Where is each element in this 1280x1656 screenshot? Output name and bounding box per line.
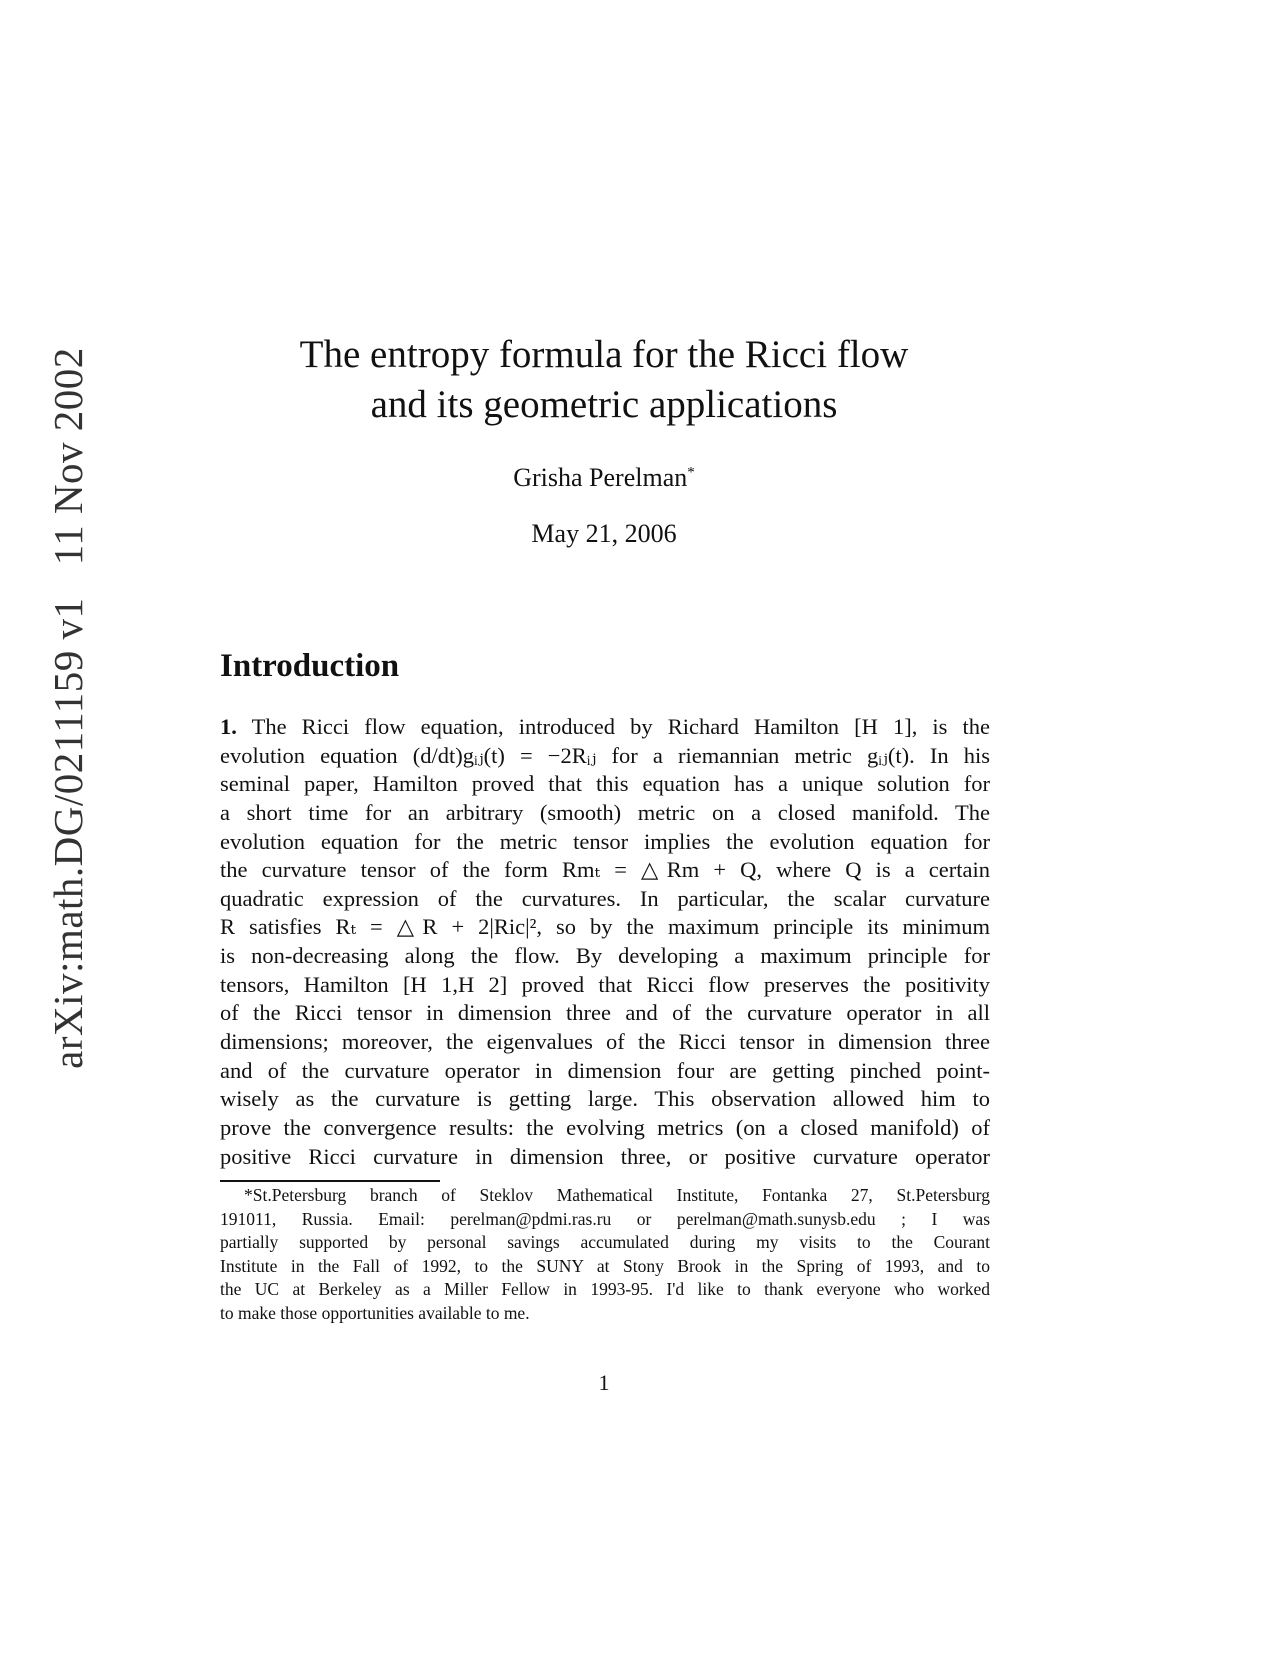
footnote-rule bbox=[220, 1180, 440, 1182]
body-line: wisely as the curvature is getting large. This observation allowed him to bbox=[220, 1086, 990, 1112]
paper-title bbox=[0, 330, 1208, 430]
page-number: 1 bbox=[598, 1370, 610, 1395]
author bbox=[0, 463, 1208, 493]
body-line: is non-decreasing along the flow. By developing a maximum principle for bbox=[220, 943, 990, 969]
body-line: 1. The Ricci flow equation, introduced by Richard Hamilton [H 1], is the bbox=[220, 714, 991, 739]
footnote-mark: * bbox=[687, 464, 695, 481]
section-heading: Introduction bbox=[220, 648, 400, 684]
body-line: a short time for an arbitrary (smooth) metric on a closed manifold. The bbox=[220, 799, 990, 825]
footnote-line: to make those opportunities available to me. bbox=[220, 1302, 530, 1323]
footnote-line: partially supported by personal savings accumulated during my visits to the Courant bbox=[220, 1232, 990, 1253]
body-line: quadratic expression of the curvatures. In particular, the scalar curvature bbox=[220, 885, 990, 911]
footnote-line: Institute in the Fall of 1992, to the SUNY at Stony Brook in the Spring of 1993, and to bbox=[220, 1255, 990, 1276]
body-line: and of the curvature operator in dimension four are getting pinched point- bbox=[220, 1057, 990, 1083]
body-line: evolution equation for the metric tensor implies the evolution equation for bbox=[220, 828, 990, 854]
author-name: Grisha Perelman bbox=[513, 463, 688, 492]
paragraph-number: 1. bbox=[220, 714, 237, 739]
body-line: seminal paper, Hamilton proved that this equation has a unique solution for bbox=[220, 771, 990, 797]
body-line: the curvature tensor of the form Rmₜ = △Rm + Q, where Q is a certain bbox=[220, 857, 990, 883]
body-line: prove the convergence results: the evolving metrics (on a closed manifold) of bbox=[220, 1114, 990, 1140]
title-line: The entropy formula for the Ricci flow bbox=[299, 333, 909, 376]
footnote bbox=[220, 1184, 990, 1326]
date: May 21, 2006 bbox=[531, 519, 677, 548]
footnote-line: *St.Petersburg branch of Steklov Mathematical Institute, Fontanka 27, St.Petersburg bbox=[244, 1185, 990, 1205]
body-line: R satisfies Rₜ = △R + 2|Ric|², so by the maximum principle its minimum bbox=[220, 914, 990, 940]
title-line: and its geometric applications bbox=[370, 383, 838, 426]
body-text bbox=[220, 713, 990, 1171]
footnote-line: 191011, Russia. Email: perelman@pdmi.ras.ru or perelman@math.sunysb.edu ; I was bbox=[220, 1208, 990, 1229]
body-line: of the Ricci tensor in dimension three and of the curvature operator in all bbox=[220, 1000, 990, 1026]
body-line: dimensions; moreover, the eigenvalues of the Ricci tensor in dimension three bbox=[220, 1029, 990, 1055]
footnote-line: the UC at Berkeley as a Miller Fellow in 1993-95. I'd like to thank everyone who worked bbox=[220, 1279, 990, 1300]
body-line: tensors, Hamilton [H 1,H 2] proved that Ricci flow preserves the positivity bbox=[220, 971, 990, 997]
body-line: positive Ricci curvature in dimension three, or positive curvature operator bbox=[220, 1143, 990, 1169]
arxiv-side-stamp: arXiv:math.DG/0211159 v1 11 Nov 2002 bbox=[45, 347, 91, 1069]
body-line: evolution equation (d/dt)gᵢⱼ(t) = −2Rᵢⱼ for a riemannian metric gᵢⱼ(t). In his bbox=[220, 742, 990, 768]
